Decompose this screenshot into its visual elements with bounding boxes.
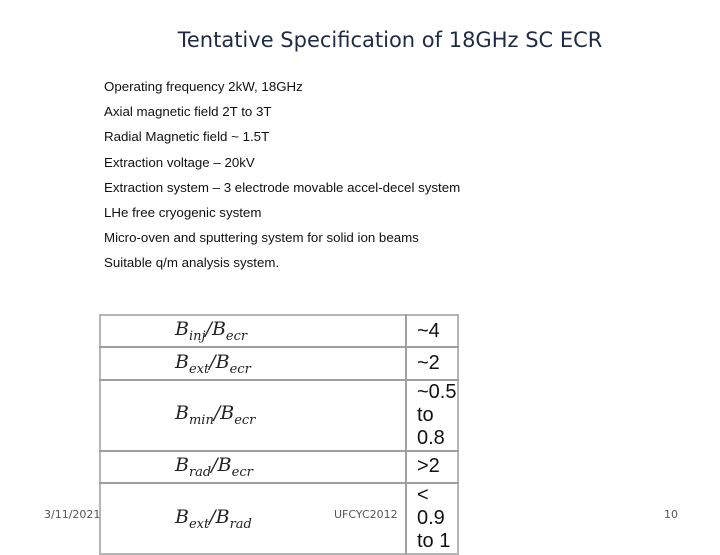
ratio-value: ~2 — [406, 347, 458, 379]
spec-list — [104, 78, 460, 280]
spec-item: Extraction voltage – 20kV — [104, 154, 255, 170]
spec-item: Operating frequency 2kW, 18GHz — [104, 79, 303, 94]
table-row — [100, 483, 458, 554]
spec-item: Micro-oven and sputtering system for solid ion beams — [104, 230, 419, 246]
spec-item: LHe free cryogenic system — [104, 204, 262, 220]
table-row — [100, 451, 458, 483]
ratio-symbol: $B_{ext}/B_{rad}$ — [100, 483, 406, 554]
table-row — [100, 315, 458, 347]
spec-item: Suitable q/m analysis system. — [104, 255, 280, 271]
ratio-symbol: $B_{min}/B_{ecr}$ — [100, 380, 406, 451]
spec-item: Axial magnetic field 2T to 3T — [104, 104, 272, 120]
table-row — [100, 380, 458, 451]
footer-conference: UFCYC2012 — [334, 508, 398, 521]
ratio-symbol: $B_{ext}/B_{ecr}$ — [100, 347, 406, 379]
ratio-symbol: $B_{inj}/B_{ecr}$ — [100, 315, 406, 347]
ratio-value: ~4 — [406, 315, 458, 347]
slide-title: Tentative Specification of 18GHz SC ECR — [177, 28, 603, 52]
spec-item: Extraction system – 3 electrode movable accel-decel system — [104, 179, 461, 195]
table-row — [100, 347, 458, 379]
field-ratio-table — [99, 314, 459, 555]
ratio-value: >2 — [406, 451, 458, 483]
ratio-value: ~0.5 to 0.8 — [406, 380, 458, 451]
ratio-value: < 0.9 to 1 — [417, 484, 451, 553]
footer-date: 3/11/2021 — [44, 508, 101, 521]
spec-item: Radial Magnetic field ~ 1.5T — [104, 129, 270, 145]
page-number: 10 — [664, 508, 678, 521]
ratio-symbol: $B_{rad}/B_{ecr}$ — [100, 451, 406, 483]
